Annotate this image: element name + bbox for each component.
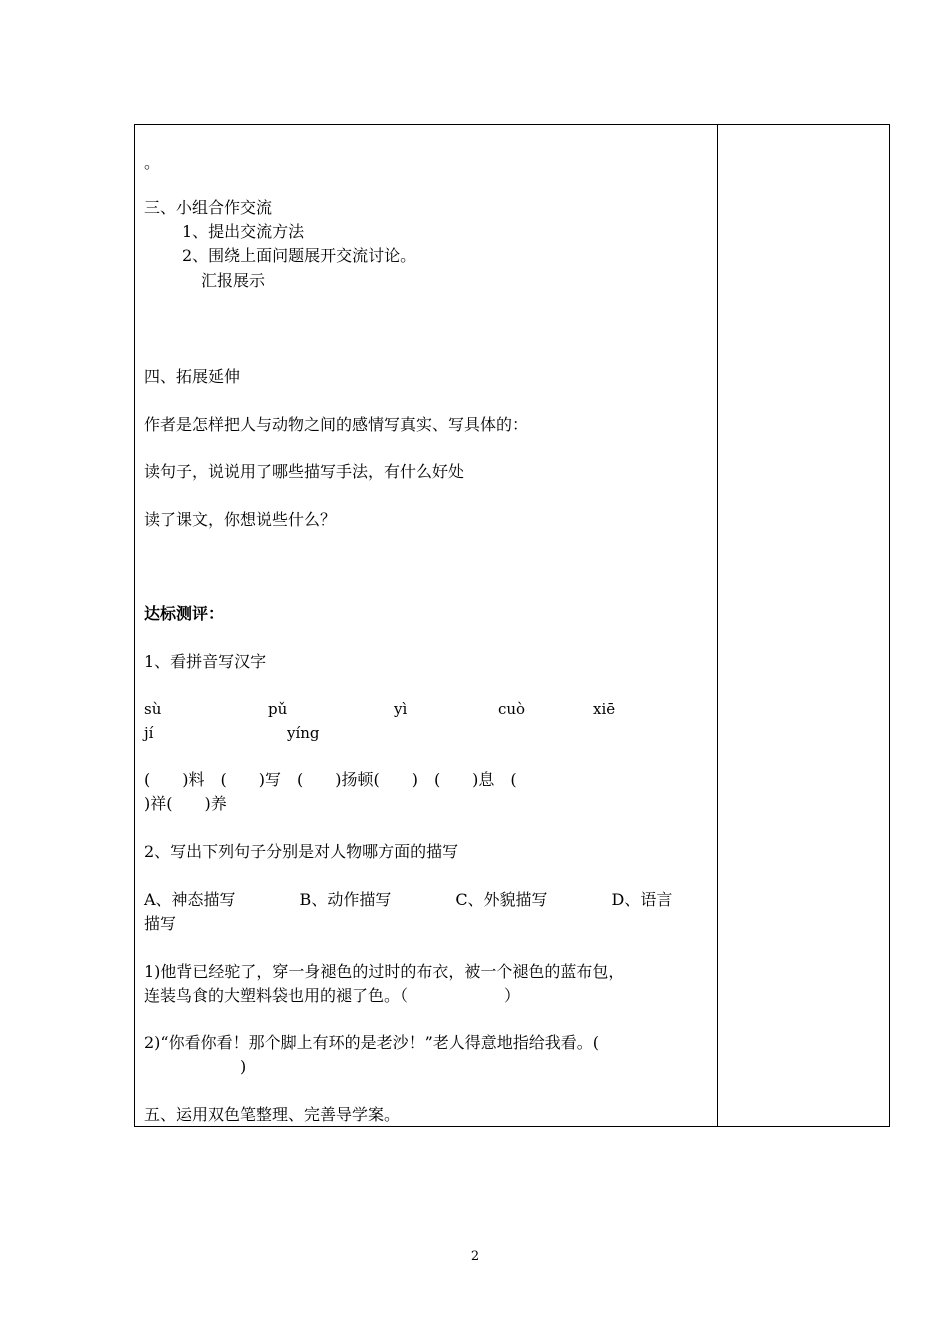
- text-line: 。: [144, 153, 161, 172]
- text-line: 1、看拼音写汉字: [144, 652, 267, 671]
- text-line: 作者是怎样把人与动物之间的感情写真实、写具体的：: [144, 415, 529, 434]
- options-line: A、神态描写 B、动作描写 C、外貌描写 D、语言: [144, 890, 673, 909]
- pinyin-item: pǔ: [268, 700, 288, 718]
- question-line: 连装鸟食的大塑料袋也用的褪了色。（ ）: [144, 986, 521, 1005]
- section-heading-4: 四、拓展延伸: [144, 367, 241, 386]
- pinyin-item: yì: [394, 700, 408, 718]
- options-line: 描写: [144, 914, 177, 933]
- table-column-divider: [717, 124, 718, 1127]
- fill-blank-line: ( )料 ( )写 ( )扬顿( ) ( )息 (: [144, 770, 517, 789]
- question-line: ): [144, 1057, 247, 1076]
- pinyin-item: yíng: [287, 724, 320, 742]
- section-heading-3: 三、小组合作交流: [144, 198, 273, 217]
- fill-blank-line: )祥( )养: [144, 794, 227, 813]
- assessment-heading: 达标测评：: [144, 604, 225, 623]
- pinyin-item: sù: [144, 700, 162, 718]
- pinyin-item: xiē: [593, 700, 616, 718]
- text-line: 2、写出下列句子分别是对人物哪方面的描写: [144, 842, 459, 861]
- text-line: 汇报展示: [201, 271, 266, 290]
- text-line: 1、提出交流方法: [182, 222, 305, 241]
- text-line: 2、围绕上面问题展开交流讨论。: [182, 246, 417, 265]
- pinyin-item: jí: [144, 724, 154, 742]
- question-line: 2)“你看你看！那个脚上有环的是老沙！”老人得意地指给我看。(: [144, 1033, 600, 1052]
- text-line: 读句子，说说用了哪些描写手法，有什么好处: [144, 462, 465, 481]
- text-line: 读了课文，你想说些什么？: [144, 510, 337, 529]
- lesson-content-cell: [144, 124, 710, 1127]
- page-number: 2: [470, 1249, 480, 1264]
- question-line: 1)他背已经驼了，穿一身褪色的过时的布衣，被一个褪色的蓝布包，: [144, 962, 625, 981]
- pinyin-item: cuò: [498, 700, 526, 718]
- section-heading-5: 五、运用双色笔整理、完善导学案。: [144, 1105, 401, 1124]
